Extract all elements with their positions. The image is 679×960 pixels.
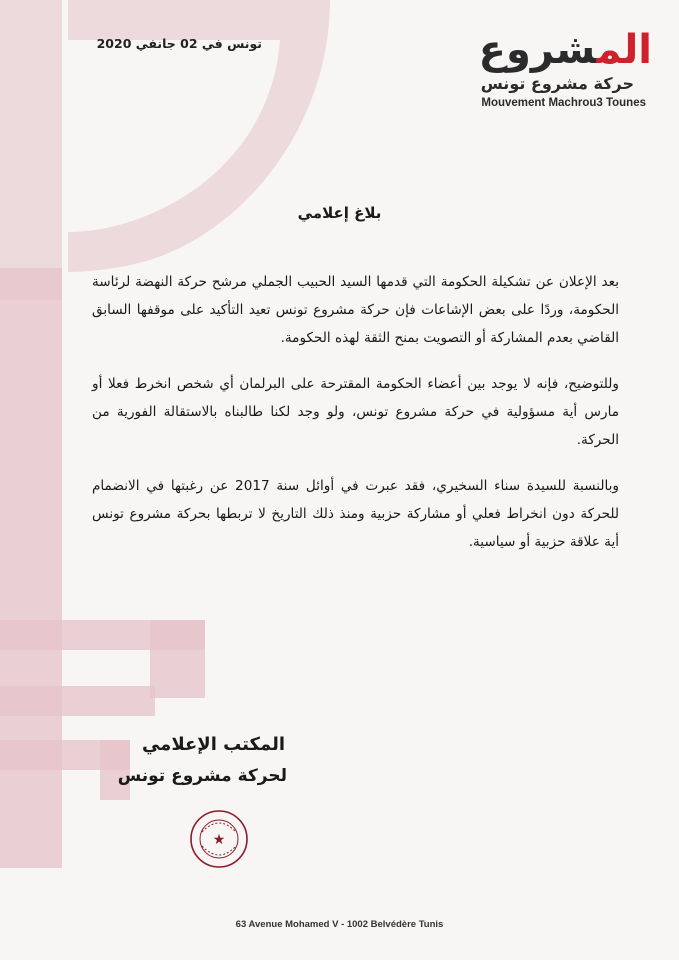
stamp-seal-icon xyxy=(188,808,250,870)
logo-arabic xyxy=(478,27,652,73)
footer-address: 63 Avenue Mohamed V - 1002 Belvédère Tunis xyxy=(235,919,444,930)
logo-arabic-subtitle: حركة مشروع تونس xyxy=(480,74,634,93)
party-logo xyxy=(452,27,652,120)
document-title: بلاغ إعلامي xyxy=(297,204,382,222)
logo-french-name: Mouvement Machrou3 Tounes xyxy=(481,97,646,109)
signature-office: المكتب الإعلامي xyxy=(141,734,285,755)
paragraph: وبالنسبة للسيدة سناء السخيري، فقد عبرت في أوائل سنة 2017 عن رغبتها في الانضمام للحركة دون انخراط فعلي أو مشاركة حزبية ومنذ ذلك التاريخ لا تربطها بحركة مشروع تونس أية علاقة حزبية أو سياسية. xyxy=(92,478,619,550)
paragraph: وللتوضيح، فإنه لا يوجد بين أعضاء الحكومة المقترحة على البرلمان أي شخص انخرط فعلا أو مارس أية مسؤولية في حركة مشروع تونس، ولو وجد لكنا طالبناه بالاستقالة الفورية من الحركة. xyxy=(92,376,619,448)
document-date: تونس في 02 جانفي 2020 xyxy=(96,36,262,51)
logo-arabic-dark: شروع xyxy=(478,27,597,73)
document-body xyxy=(92,268,619,574)
signature-party: لحركة مشروع تونس xyxy=(117,766,287,786)
svg-text:★: ★ xyxy=(212,832,226,848)
logo-arabic-red: الم xyxy=(596,27,652,73)
paragraph: بعد الإعلان عن تشكيلة الحكومة التي قدمها السيد الحبيب الجملي مرشح حركة النهضة لرئاسة الحكومة، وردًا على بعض الإشاعات فإن حركة مشروع تونس تعيد التأكيد على موقفها السابق القاضي بعدم المشاركة أو التصويت بمنح الثقة لهذه الحكومة. xyxy=(92,274,619,346)
